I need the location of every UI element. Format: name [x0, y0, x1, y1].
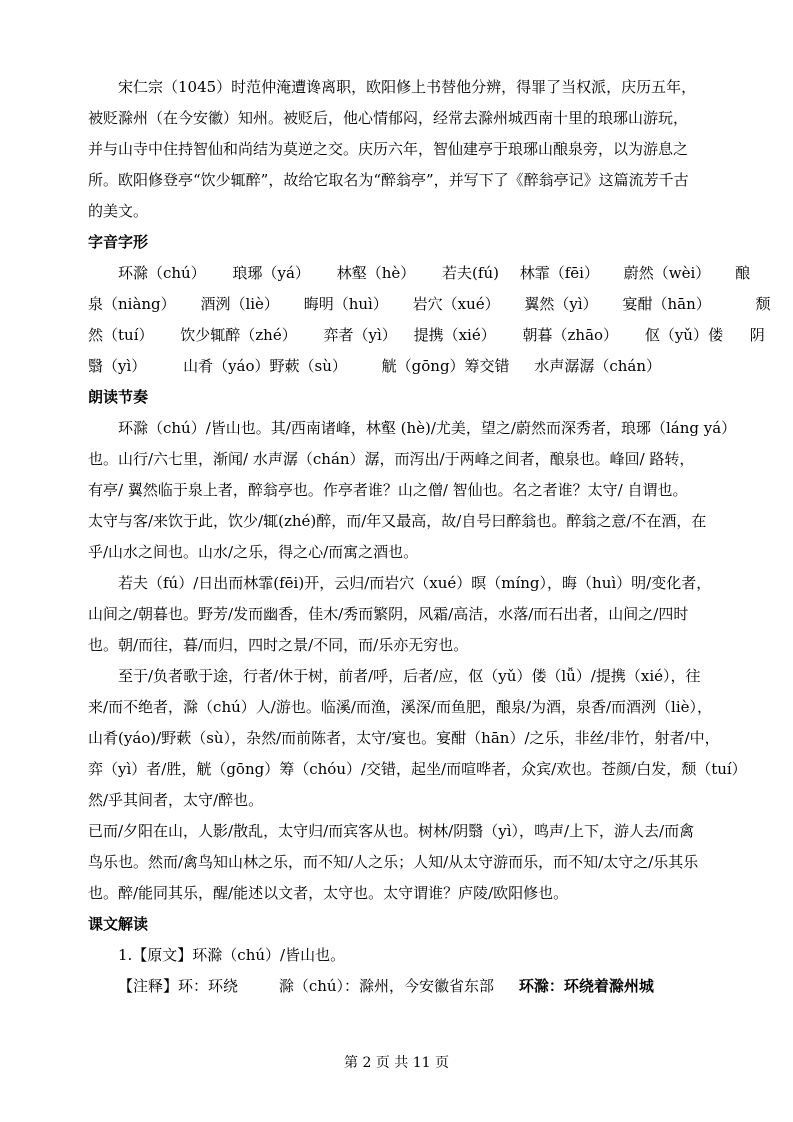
reading-line: 太守与客/来饮于此，饮少/辄(zhé)醉，而/年又最高，故/自号曰醉翁也。醉翁之意/不在酒，在 [88, 512, 707, 530]
pronunciation-item: 水声潺潺（chán） [534, 357, 662, 375]
reading-line: 弈（yì）者/胜，觥（gōng）筹（chóu）/交错，起坐/而喧哗者，众宾/欢也。苍颜/白发，颓（tuí） [88, 760, 747, 778]
pronunciation-item: 朝暮（zhāo） [522, 326, 619, 344]
pronunciation-item: 晦明（huì） [303, 295, 388, 313]
reading-line: 来/而不绝者，滁（chú）人/游也。临溪/而渔，溪深/而鱼肥，酿泉/为酒，泉香/而酒洌（liè）， [88, 698, 713, 716]
pronunciation-item: 觥（gōng）筹交错 [381, 357, 510, 375]
pronunciation-item: 岩穴（xué） [412, 295, 500, 313]
pronunciation-item: 然（tuí） [88, 326, 154, 344]
pronunciation-item: 饮少辄醉（zhé） [180, 326, 297, 344]
intro-line: 被贬滁州（在今安徽）知州。被贬后，他心情郁闷，经常去滁州城西南十里的琅琊山游玩， [88, 109, 689, 127]
pronunciation-row [88, 289, 771, 320]
section-heading-pronunciation: 字音字形 [88, 233, 149, 251]
pronunciation-item: 阴 [749, 326, 765, 344]
reading-line: 至于/负者歌于途，行者/休于树，前者/呼，后者/应，伛（yǔ）偻（lǚ）/提携（xié），往 [118, 667, 701, 685]
intro-line: 所。欧阳修登亭“饮少辄醉”，故给它取名为“醉翁亭”，并写下了《醉翁亭记》这篇流芳千古 [88, 171, 689, 189]
interpretation-item: 1.【原文】环滁（chú）/皆山也。 [118, 946, 346, 964]
annotation-text: 环：环绕 [178, 977, 239, 995]
annotation-line [88, 971, 720, 1002]
annotation-emphasis: 环滁：环绕着滁州城 [518, 977, 654, 995]
pronunciation-row [88, 320, 765, 351]
annotation-label: 【注释】 [118, 977, 179, 995]
document-body [88, 72, 771, 1002]
pronunciation-item: 弈者（yì） [323, 326, 397, 344]
reading-line: 也。朝/而往，暮/而归，四时之景/不同，而/乐亦无穷也。 [88, 636, 469, 654]
reading-line: 乎/山水之间也。山水/之乐，得之心/而寓之酒也。 [88, 543, 419, 561]
pronunciation-item: 若夫(fú) [442, 264, 499, 282]
pronunciation-item: 翼然（yì） [524, 295, 598, 313]
pronunciation-item: 环滁（chú） [118, 264, 206, 282]
annotation-text: 滁（chú）：滁州，今安徽省东部 [278, 977, 495, 995]
reading-line: 鸟乐也。然而/禽鸟知山林之乐，而不知/人之乐；人知/从太守游而乐，而不知/太守之/乐其乐 [88, 853, 699, 871]
section-heading-interpretation: 课文解读 [88, 915, 149, 933]
reading-line: 山间之/朝暮也。野芳/发而幽香，佳木/秀而繁阴，风霜/高洁，水落/而石出者，山间之/四时 [88, 605, 689, 623]
reading-line: 也。山行/六七里，渐闻/ 水声潺（chán）潺，而泻出/于两峰之间者，酿泉也。峰回/ 路转， [88, 450, 695, 468]
pronunciation-item: 泉（niàng） [88, 295, 176, 313]
pronunciation-item: 酒洌（liè） [200, 295, 279, 313]
intro-line: 并与山寺中住持智仙和尚结为莫逆之交。庆历六年，智仙建亭于琅琊山酿泉旁，以为游息之 [88, 140, 689, 158]
pronunciation-row [88, 258, 751, 289]
reading-line: 也。醉/能同其乐，醒/能述以文者，太守也。太守谓谁？庐陵/欧阳修也。 [88, 884, 569, 902]
reading-line: 已而/夕阳在山，人影/散乱，太守归/而宾客从也。树林/阴翳（yì），鸣声/上下，游人去/而禽 [88, 822, 695, 840]
pronunciation-item: 宴酣（hān） [622, 295, 711, 313]
page-number-footer: 第 2 页 共 11 页 [344, 1055, 449, 1071]
reading-line: 山肴(yáo)/野蔌（sù），杂然/而前陈者，太守/宴也。宴酣（hān）/之乐，非丝/非竹，射者/中， [88, 729, 720, 747]
reading-line: 然/乎其间者，太守/醉也。 [88, 791, 264, 809]
pronunciation-item: 伛（yǔ）偻 [644, 326, 723, 344]
pronunciation-item: 提携（xié） [413, 326, 496, 344]
reading-line: 有亭/ 翼然临于泉上者，醉翁亭也。作亭者谁？山之僧/ 智仙也。名之者谁？太守/ 自谓也。 [88, 481, 688, 499]
intro-line: 的美文。 [88, 202, 149, 220]
pronunciation-item: 林壑（hè） [336, 264, 416, 282]
pronunciation-item: 蔚然（wèi） [623, 264, 711, 282]
pronunciation-item: 颓 [755, 295, 771, 313]
pronunciation-item: 琅琊（yá） [232, 264, 310, 282]
pronunciation-item: 山肴（yáo）野蔌（sù） [183, 357, 347, 375]
reading-line: 环滁（chú）/皆山也。其/西南诸峰，林壑 (hè)/尤美，望之/蔚然而深秀者，琅琊（láng yá） [118, 419, 737, 437]
intro-line: 宋仁宗（1045）时范仲淹遭谗离职，欧阳修上书替他分辨，得罪了当权派，庆历五年， [118, 78, 697, 96]
pronunciation-row [88, 351, 720, 382]
reading-line: 若夫（fú）/日出而林霏(fēi)开，云归/而岩穴（xué）暝（míng），晦（huì）明/变化者， [118, 574, 712, 592]
pronunciation-item: 林霏（fēi） [519, 264, 599, 282]
pronunciation-item: 酿 [735, 264, 751, 282]
section-heading-reading: 朗读节奏 [88, 388, 149, 406]
pronunciation-item: 翳（yì） [88, 357, 147, 375]
